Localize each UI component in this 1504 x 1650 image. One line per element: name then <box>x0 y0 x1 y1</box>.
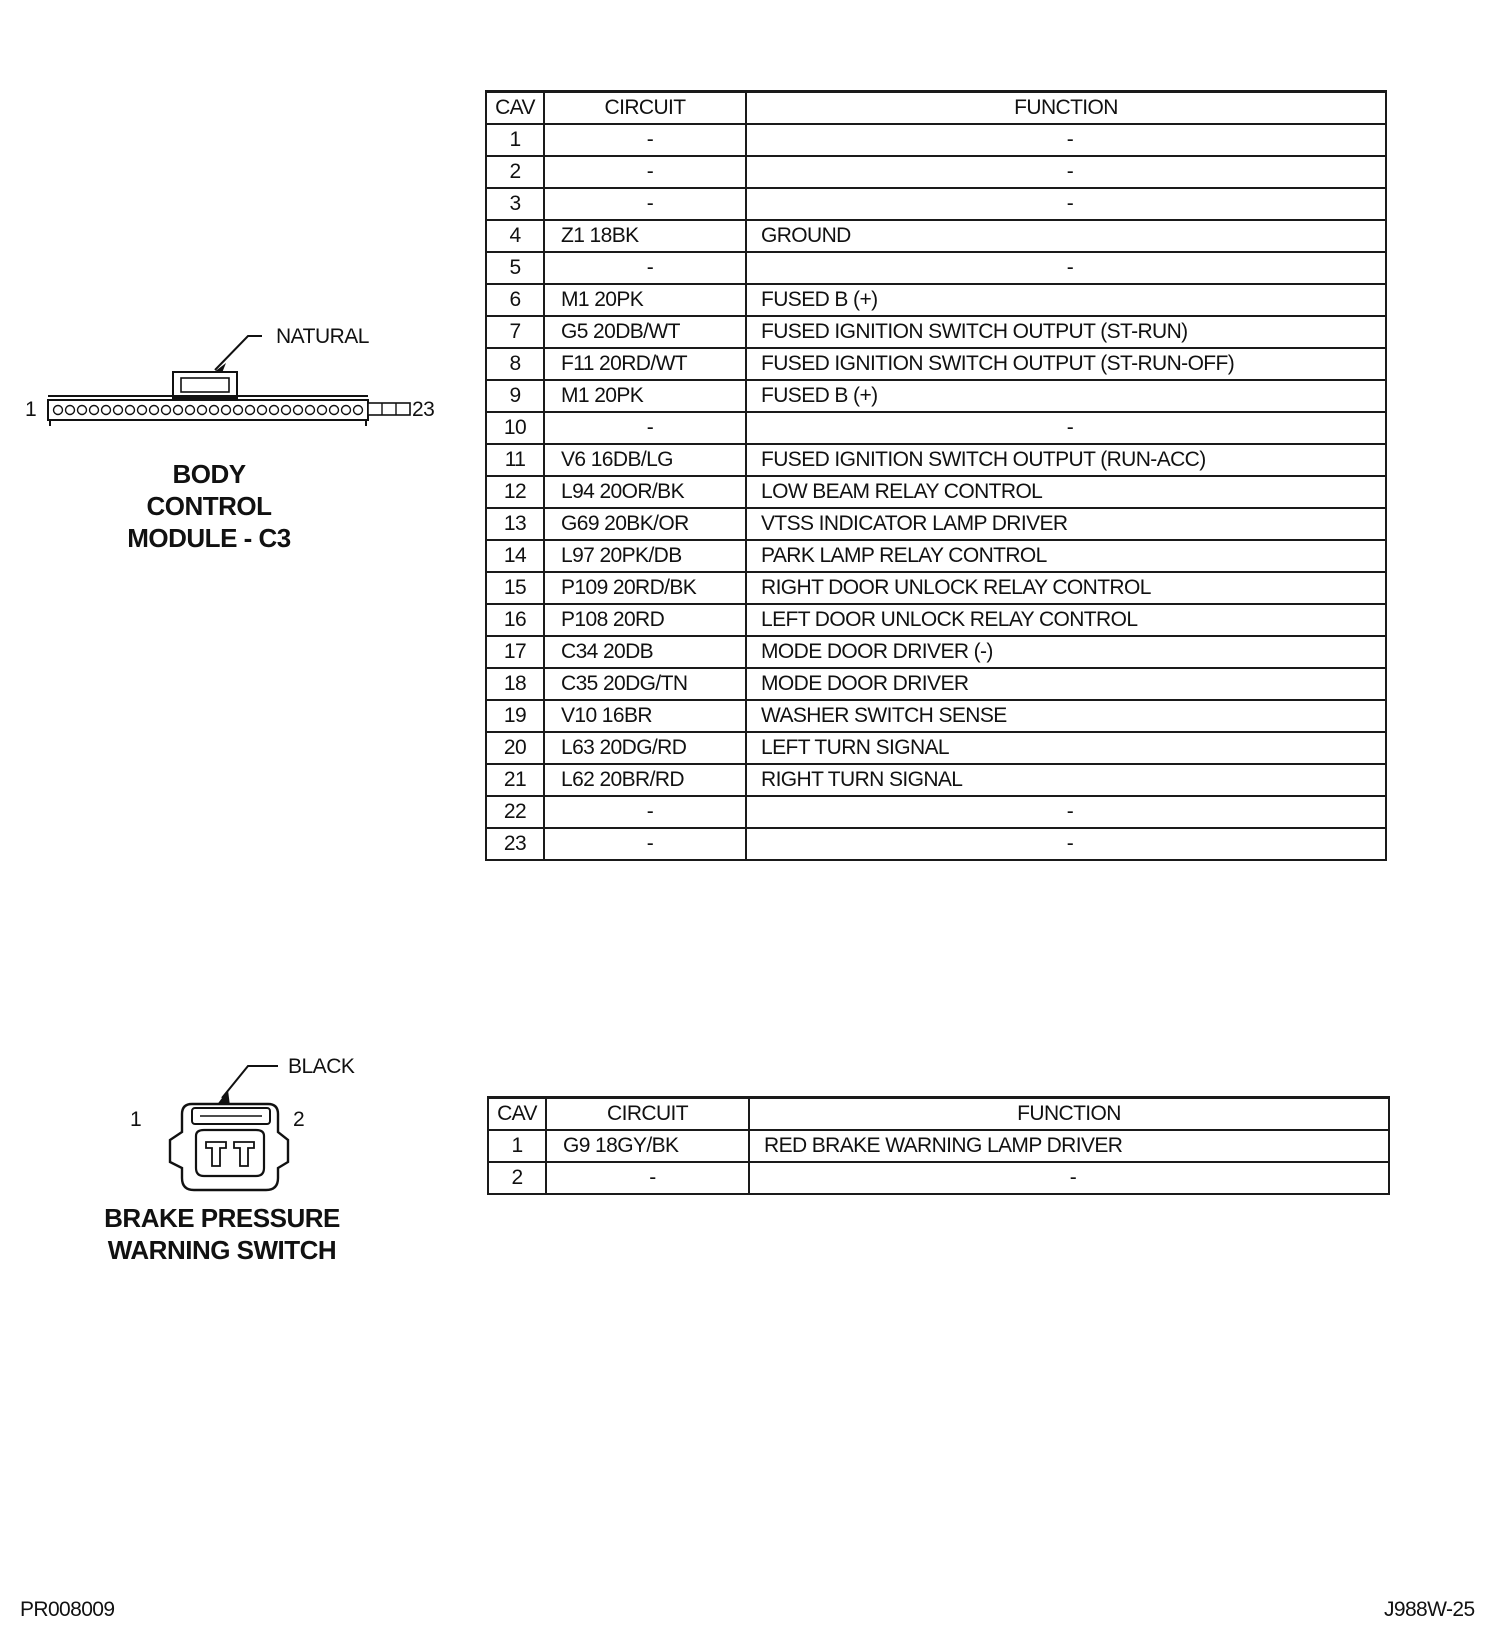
table-row <box>486 412 1386 444</box>
table-row <box>486 476 1386 508</box>
table-row <box>486 604 1386 636</box>
cell-function: - <box>749 1162 1389 1194</box>
cell-circuit: - <box>544 188 746 220</box>
cell-cav: 6 <box>486 284 544 316</box>
bcm-pin-last: 23 <box>412 398 435 421</box>
cell-circuit: G69 20BK/OR <box>544 508 746 540</box>
cell-cav: 4 <box>486 220 544 252</box>
cell-function: RIGHT DOOR UNLOCK RELAY CONTROL <box>746 572 1386 604</box>
cell-cav: 13 <box>486 508 544 540</box>
cell-function: - <box>746 828 1386 860</box>
cell-function: LEFT TURN SIGNAL <box>746 732 1386 764</box>
table-row <box>486 316 1386 348</box>
bcm-caption-line-3: MODULE - C3 <box>127 523 291 553</box>
pointer-arrow-icon <box>216 1066 278 1106</box>
table-row <box>486 828 1386 860</box>
cell-circuit: L63 20DG/RD <box>544 732 746 764</box>
cell-circuit: V10 16BR <box>544 700 746 732</box>
cell-circuit: C34 20DB <box>544 636 746 668</box>
cell-cav: 21 <box>486 764 544 796</box>
cell-cav: 5 <box>486 252 544 284</box>
table-row <box>486 220 1386 252</box>
table-row <box>486 700 1386 732</box>
cell-circuit: C35 20DG/TN <box>544 668 746 700</box>
cell-circuit: L97 20PK/DB <box>544 540 746 572</box>
cell-function: - <box>746 156 1386 188</box>
table-row <box>486 124 1386 156</box>
bcm-pin-first: 1 <box>25 398 37 421</box>
cell-cav: 1 <box>488 1130 546 1162</box>
bcm-caption-line-2: CONTROL <box>146 491 272 521</box>
cell-circuit: P109 20RD/BK <box>544 572 746 604</box>
cell-function: FUSED IGNITION SWITCH OUTPUT (ST-RUN) <box>746 316 1386 348</box>
connector-23-pin-icon <box>48 372 410 426</box>
bps-caption-line-2: WARNING SWITCH <box>107 1235 337 1265</box>
header-circuit: CIRCUIT <box>544 92 746 125</box>
cell-circuit: G5 20DB/WT <box>544 316 746 348</box>
table-header-row <box>486 92 1386 125</box>
table-row <box>486 380 1386 412</box>
cell-circuit: - <box>544 124 746 156</box>
header-circuit: CIRCUIT <box>546 1098 749 1131</box>
header-function: FUNCTION <box>746 92 1386 125</box>
table-row <box>486 508 1386 540</box>
cell-circuit: - <box>544 796 746 828</box>
header-cav: CAV <box>488 1098 546 1131</box>
cell-cav: 7 <box>486 316 544 348</box>
table-row <box>486 540 1386 572</box>
cell-circuit: L94 20OR/BK <box>544 476 746 508</box>
table-row <box>486 188 1386 220</box>
cell-cav: 15 <box>486 572 544 604</box>
table-row <box>488 1130 1389 1162</box>
cell-function: FUSED B (+) <box>746 380 1386 412</box>
cell-cav: 12 <box>486 476 544 508</box>
table-row <box>486 636 1386 668</box>
footer-left-code: PR008009 <box>20 1598 115 1621</box>
cell-function: - <box>746 188 1386 220</box>
cell-cav: 16 <box>486 604 544 636</box>
cell-function: LOW BEAM RELAY CONTROL <box>746 476 1386 508</box>
cell-circuit: M1 20PK <box>544 380 746 412</box>
cell-cav: 22 <box>486 796 544 828</box>
cell-circuit: G9 18GY/BK <box>546 1130 749 1162</box>
table-row <box>486 732 1386 764</box>
cell-cav: 2 <box>486 156 544 188</box>
table-row <box>486 156 1386 188</box>
bps-pin-left: 1 <box>130 1108 142 1131</box>
cell-cav: 20 <box>486 732 544 764</box>
cell-cav: 8 <box>486 348 544 380</box>
cell-function: - <box>746 796 1386 828</box>
cell-circuit: - <box>544 252 746 284</box>
bps-pin-right: 2 <box>293 1108 305 1131</box>
bcm-caption <box>105 458 313 554</box>
bps-caption-line-1: BRAKE PRESSURE <box>104 1203 340 1233</box>
cell-function: LEFT DOOR UNLOCK RELAY CONTROL <box>746 604 1386 636</box>
cell-function: MODE DOOR DRIVER (-) <box>746 636 1386 668</box>
bcm-cavity-table <box>485 90 1387 861</box>
bps-cavity-table <box>487 1096 1390 1195</box>
bcm-caption-line-1: BODY <box>172 459 246 489</box>
cell-function: RIGHT TURN SIGNAL <box>746 764 1386 796</box>
table-row <box>486 348 1386 380</box>
cell-circuit: - <box>544 156 746 188</box>
cell-function: FUSED IGNITION SWITCH OUTPUT (RUN-ACC) <box>746 444 1386 476</box>
header-cav: CAV <box>486 92 544 125</box>
cell-cav: 2 <box>488 1162 546 1194</box>
table-row <box>486 764 1386 796</box>
table-row <box>486 668 1386 700</box>
table-row <box>486 796 1386 828</box>
cell-circuit: P108 20RD <box>544 604 746 636</box>
header-function: FUNCTION <box>749 1098 1389 1131</box>
table-row <box>486 284 1386 316</box>
table-row <box>486 252 1386 284</box>
cell-circuit: - <box>546 1162 749 1194</box>
bcm-connector-drawing <box>20 320 440 440</box>
cell-function: FUSED IGNITION SWITCH OUTPUT (ST-RUN-OFF) <box>746 348 1386 380</box>
table-row <box>486 444 1386 476</box>
cell-circuit: Z1 18BK <box>544 220 746 252</box>
bps-table-body <box>488 1130 1389 1194</box>
cell-cav: 3 <box>486 188 544 220</box>
cell-function: FUSED B (+) <box>746 284 1386 316</box>
cell-circuit: L62 20BR/RD <box>544 764 746 796</box>
table-row <box>488 1162 1389 1194</box>
cell-circuit: - <box>544 828 746 860</box>
cell-circuit: M1 20PK <box>544 284 746 316</box>
cell-circuit: F11 20RD/WT <box>544 348 746 380</box>
footer-right-code: J988W-25 <box>1384 1598 1475 1621</box>
cell-cav: 23 <box>486 828 544 860</box>
cell-circuit: V6 16DB/LG <box>544 444 746 476</box>
bps-caption <box>95 1202 349 1266</box>
cell-cav: 11 <box>486 444 544 476</box>
cell-function: VTSS INDICATOR LAMP DRIVER <box>746 508 1386 540</box>
cell-function: - <box>746 124 1386 156</box>
bcm-color-label: NATURAL <box>276 325 369 348</box>
connector-2-pin-icon <box>170 1104 288 1190</box>
cell-function: - <box>746 252 1386 284</box>
cell-cav: 1 <box>486 124 544 156</box>
bcm-table-body <box>486 124 1386 860</box>
cell-cav: 14 <box>486 540 544 572</box>
table-header-row <box>488 1098 1389 1131</box>
cell-function: WASHER SWITCH SENSE <box>746 700 1386 732</box>
cell-function: PARK LAMP RELAY CONTROL <box>746 540 1386 572</box>
cell-cav: 10 <box>486 412 544 444</box>
cell-cav: 17 <box>486 636 544 668</box>
cell-cav: 18 <box>486 668 544 700</box>
cell-cav: 9 <box>486 380 544 412</box>
cell-circuit: - <box>544 412 746 444</box>
cell-function: - <box>746 412 1386 444</box>
bps-color-label: BLACK <box>288 1055 355 1078</box>
cell-cav: 19 <box>486 700 544 732</box>
cell-function: MODE DOOR DRIVER <box>746 668 1386 700</box>
cell-function: GROUND <box>746 220 1386 252</box>
table-row <box>486 572 1386 604</box>
cell-function: RED BRAKE WARNING LAMP DRIVER <box>749 1130 1389 1162</box>
